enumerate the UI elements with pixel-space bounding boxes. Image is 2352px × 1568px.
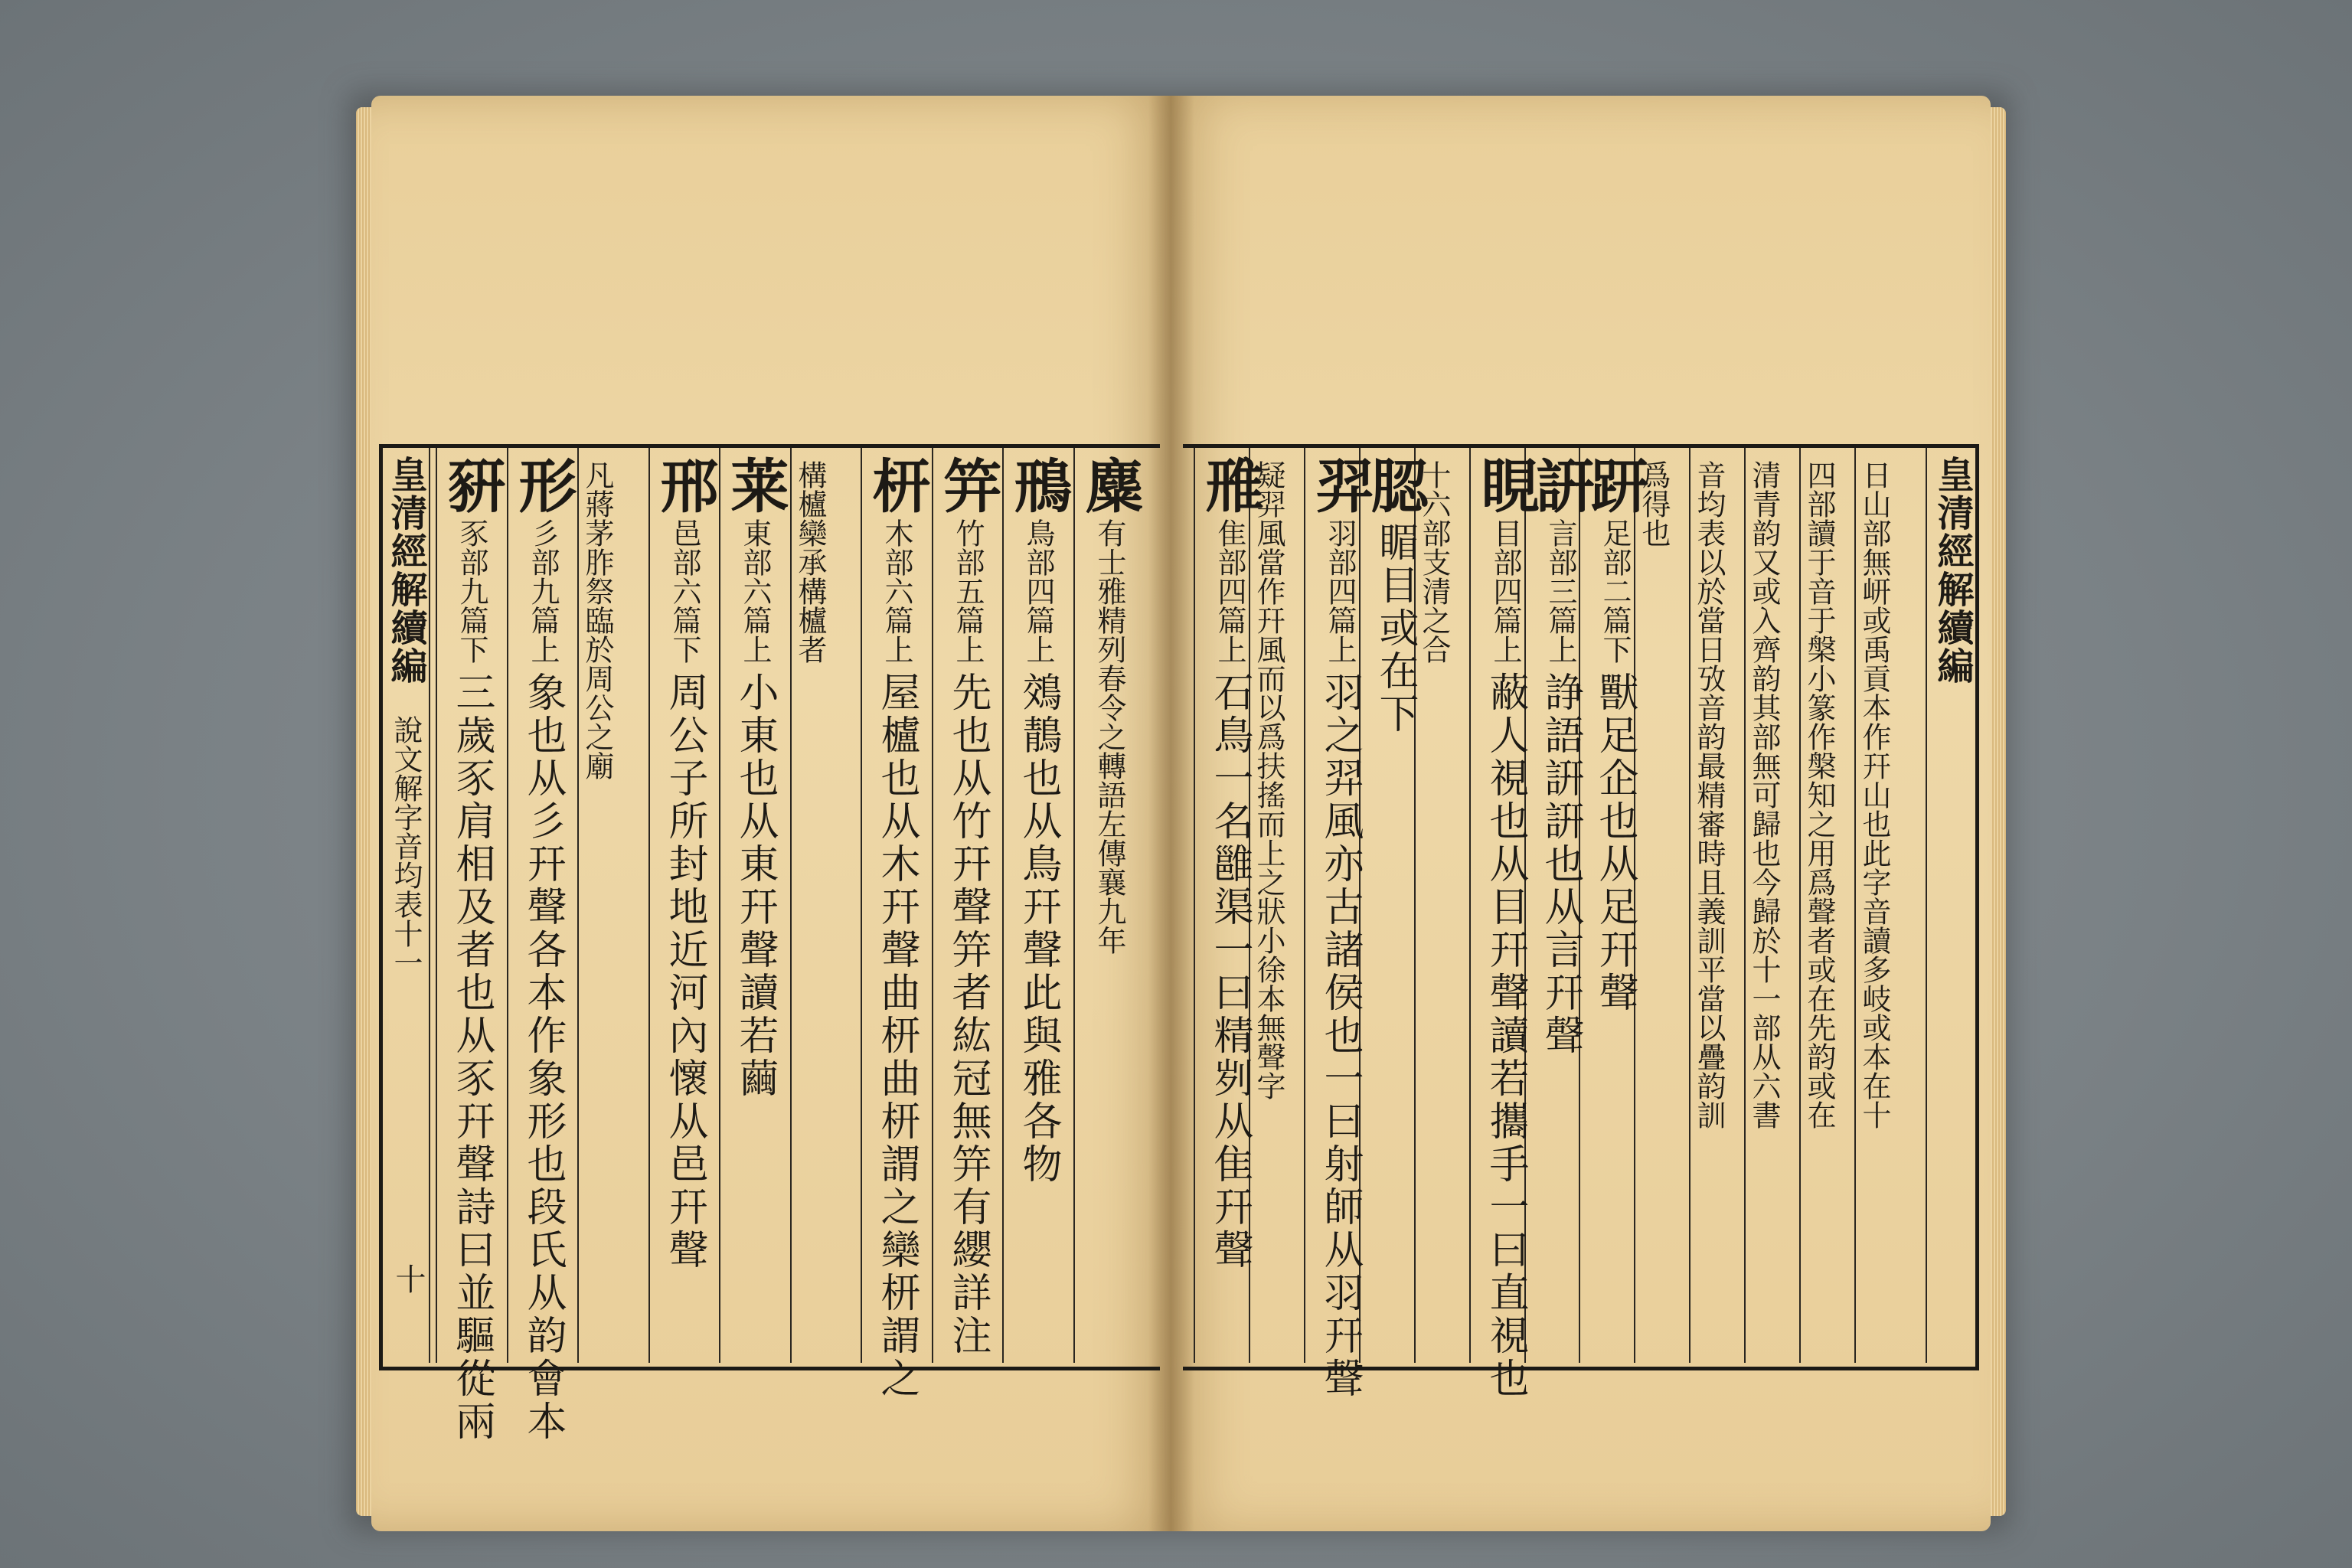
small-annotation: 日山部無岍或禹貢本作幵山也此字音讀多岐或本在十	[1857, 460, 1891, 1129]
column-rule	[1689, 448, 1690, 1363]
text-column	[582, 456, 612, 1355]
definition-text: 小東也从東幵聲讀若繭	[732, 671, 778, 1100]
small-annotation: 十六部支清之合	[1417, 460, 1451, 664]
small-annotation: 邑部六篇下	[668, 518, 701, 664]
column-rule	[1799, 448, 1801, 1363]
definition-text: 羽之羿風亦古諸侯也一曰射師从羽幵聲	[1317, 671, 1363, 1400]
column-rule	[436, 448, 437, 1363]
column-rule	[1926, 448, 1927, 1363]
left-margin-title: 皇清經解續編	[384, 456, 427, 685]
text-column	[1694, 456, 1724, 1355]
definition-text: 先也从竹幵聲笄者紘冠無笄有纓詳注	[945, 671, 991, 1357]
column-rule	[861, 448, 862, 1363]
left-page-edge	[356, 107, 373, 1516]
text-column	[1472, 456, 1540, 1400]
text-column	[1196, 456, 1264, 1355]
column-rule	[577, 448, 579, 1363]
right-margin-title: 皇清經解續編	[1931, 456, 1974, 685]
text-column	[1804, 456, 1834, 1355]
small-annotation: 清青韵又或入齊韵其部無可歸也今歸於十一部从六書	[1747, 460, 1781, 1129]
left-margin-column	[384, 456, 427, 1355]
headword: 羿	[1306, 456, 1374, 514]
definition-text: 睸目或在下	[1372, 521, 1418, 736]
column-rule	[648, 448, 650, 1363]
small-annotation: 竹部五篇上	[951, 518, 985, 664]
text-column	[509, 456, 577, 1443]
small-annotation: 豕部九篇下	[455, 518, 488, 664]
definition-text: 獸足企也从足幵聲	[1592, 671, 1638, 1014]
definition-text: 諍語詽詽也从言幵聲	[1537, 671, 1583, 1057]
definition-text: 三歲豕肩相及者也从豕幵聲詩曰並驅從兩	[449, 671, 495, 1443]
column-rule	[1002, 448, 1004, 1363]
definition-text: 周公子所封地近河內懷从邑幵聲	[662, 671, 707, 1272]
small-annotation: 四部讀于音于槃小篆作槃知之用爲聲者或在先韵或在	[1802, 460, 1836, 1129]
small-annotation: 東部六篇上	[738, 518, 772, 664]
headword: 雃	[1196, 456, 1264, 514]
small-annotation: 有士雅精列春令之轉語左傳襄九年	[1093, 518, 1126, 955]
headword: 形	[509, 456, 577, 514]
headword: 莱	[721, 456, 789, 514]
text-column	[863, 456, 931, 1400]
small-annotation: 凡蔣茅胙祭臨於周公之廟	[580, 460, 614, 780]
left-folio	[387, 1263, 430, 1325]
headword: 豣	[438, 456, 506, 514]
right-margin-column	[1931, 456, 1974, 1355]
column-rule	[719, 448, 720, 1363]
text-column	[1306, 456, 1374, 1400]
column-rule	[1194, 448, 1195, 1363]
small-annotation: 木部六篇上	[880, 518, 913, 664]
small-annotation: 鳥部四篇上	[1021, 518, 1055, 664]
column-rule	[932, 448, 933, 1363]
small-annotation: 言部三篇上	[1544, 518, 1577, 664]
headword: 枅	[863, 456, 931, 514]
text-column	[1859, 456, 1890, 1355]
headword: 鳽	[1004, 456, 1073, 514]
right-page-edge	[1989, 107, 2006, 1516]
column-rule	[1469, 448, 1471, 1363]
headword: 詽	[1527, 456, 1595, 514]
left-margin-subtitle: 說文解字音均表十一	[389, 715, 423, 977]
headword: 睍	[1472, 456, 1540, 514]
headword: 趼	[1581, 456, 1649, 514]
text-column	[651, 456, 719, 1355]
column-rule	[790, 448, 792, 1363]
definition-text: 鵁鶄也从鳥幵聲此與雅各物	[1015, 671, 1061, 1186]
text-column	[1076, 456, 1144, 1355]
column-rule	[429, 448, 430, 1363]
small-annotation: 音均表以於當日攷音韵最精審時且義訓平當以疊韵訓	[1692, 460, 1726, 1129]
definition-text: 象也从彡幵聲各本作象形也段氏从韵會本	[520, 671, 566, 1443]
headword: 麋	[1076, 456, 1144, 514]
text-column	[1749, 456, 1779, 1355]
column-rule	[1304, 448, 1305, 1363]
small-annotation: 構櫨欒承構櫨者	[793, 460, 827, 664]
headword: 邢	[651, 456, 719, 514]
text-column	[1527, 456, 1595, 1355]
column-rule	[1744, 448, 1746, 1363]
text-column	[795, 456, 825, 1355]
text-column	[934, 456, 1002, 1357]
definition-text: 蔽人視也从目幵聲讀若攜手一曰直視也	[1482, 671, 1528, 1400]
small-annotation: 彡部九篇上	[526, 518, 560, 664]
small-annotation: 疑羿風當作幵風而以爲扶搖而上之狀小徐本無聲字	[1252, 460, 1285, 1100]
headword: 䏰	[1361, 456, 1429, 514]
text-column	[721, 456, 789, 1355]
definition-text: 石鳥一名雝渠一曰精刿从隹幵聲	[1207, 671, 1253, 1272]
column-rule	[507, 448, 508, 1363]
small-annotation: 爲得也	[1637, 460, 1671, 547]
text-column	[1004, 456, 1073, 1355]
text-column	[1361, 456, 1429, 1355]
text-column	[1581, 456, 1649, 1355]
text-column	[438, 456, 506, 1443]
small-annotation: 羽部四篇上	[1323, 518, 1357, 664]
folio-number: 十	[390, 1263, 426, 1294]
small-annotation: 足部二篇下	[1598, 518, 1632, 664]
small-annotation: 隹部四篇上	[1213, 518, 1246, 664]
definition-text: 屋櫨也从木幵聲曲枅曲枅謂之欒枅謂之	[874, 671, 920, 1400]
column-rule	[1854, 448, 1856, 1363]
column-rule	[1073, 448, 1075, 1363]
headword: 笄	[934, 456, 1002, 514]
small-annotation: 目部四篇上	[1488, 518, 1522, 664]
